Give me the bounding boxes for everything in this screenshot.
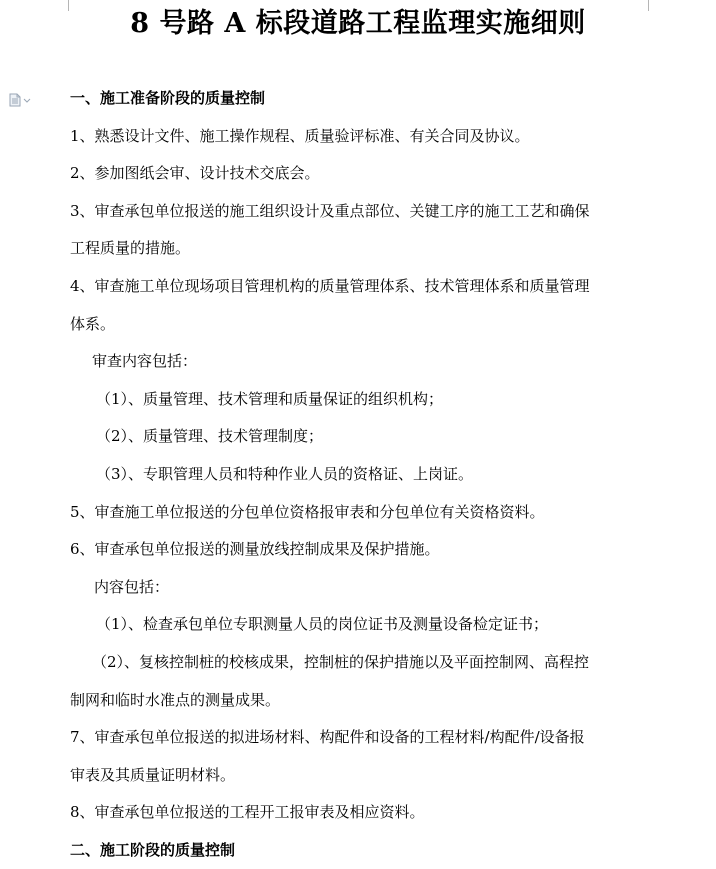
list-item: 2、参加图纸会审、设计技术交底会。 — [70, 164, 320, 183]
list-item-continuation: 工程质量的措施。 — [70, 239, 191, 258]
list-item: 4、审查施工单位现场项目管理机构的质量管理体系、技术管理体系和质量管理 — [70, 276, 590, 295]
list-item: 1、熟悉设计文件、施工操作规程、质量验评标准、有关合同及协议。 — [70, 126, 530, 145]
list-item-continuation: 体系。 — [70, 314, 116, 333]
sub-list-item: （1）、检查承包单位专职测量人员的岗位证书及测量设备检定证书； — [96, 615, 549, 634]
document-title: 8 号路 A 标段道路工程监理实施细则 — [130, 8, 586, 39]
list-item: 7、审查承包单位报送的拟进场材料、构配件和设备的工程材料/构配件/设备报 — [70, 728, 585, 747]
sub-heading: 审查内容包括： — [92, 352, 198, 371]
section-heading-construction: 二、施工阶段的质量控制 — [70, 840, 236, 859]
list-item: 8、审查承包单位报送的工程开工报审表及相应资料。 — [70, 803, 425, 822]
sub-list-item: （2）、质量管理、技术管理制度； — [96, 427, 324, 446]
document-icon — [7, 93, 37, 107]
list-item-continuation: 审表及其质量证明材料。 — [70, 765, 236, 784]
list-item: 5、审查施工单位报送的分包单位资格报审表和分包单位有关资格资料。 — [70, 502, 545, 521]
sub-list-item: （2）、复核控制桩的校核成果，控制桩的保护措施以及平面控制网、高程控 — [92, 652, 590, 671]
sub-list-item-continuation: 制网和临时水准点的测量成果。 — [70, 690, 281, 709]
sub-list-item: （1）、质量管理、技术管理和质量保证的组织机构； — [96, 389, 444, 408]
list-item: 3、审查承包单位报送的施工组织设计及重点部位、关键工序的施工工艺和确保 — [70, 201, 590, 220]
document-body — [70, 80, 660, 869]
chevron-down-icon — [24, 99, 30, 102]
list-item: 6、审查承包单位报送的测量放线控制成果及保护措施。 — [70, 540, 440, 559]
sub-heading: 内容包括： — [94, 577, 170, 596]
paragraph-marker[interactable] — [7, 92, 37, 106]
section-heading-preparation: 一、施工准备阶段的质量控制 — [70, 89, 266, 107]
sub-list-item: （3）、专职管理人员和特种作业人员的资格证、上岗证。 — [96, 464, 474, 483]
